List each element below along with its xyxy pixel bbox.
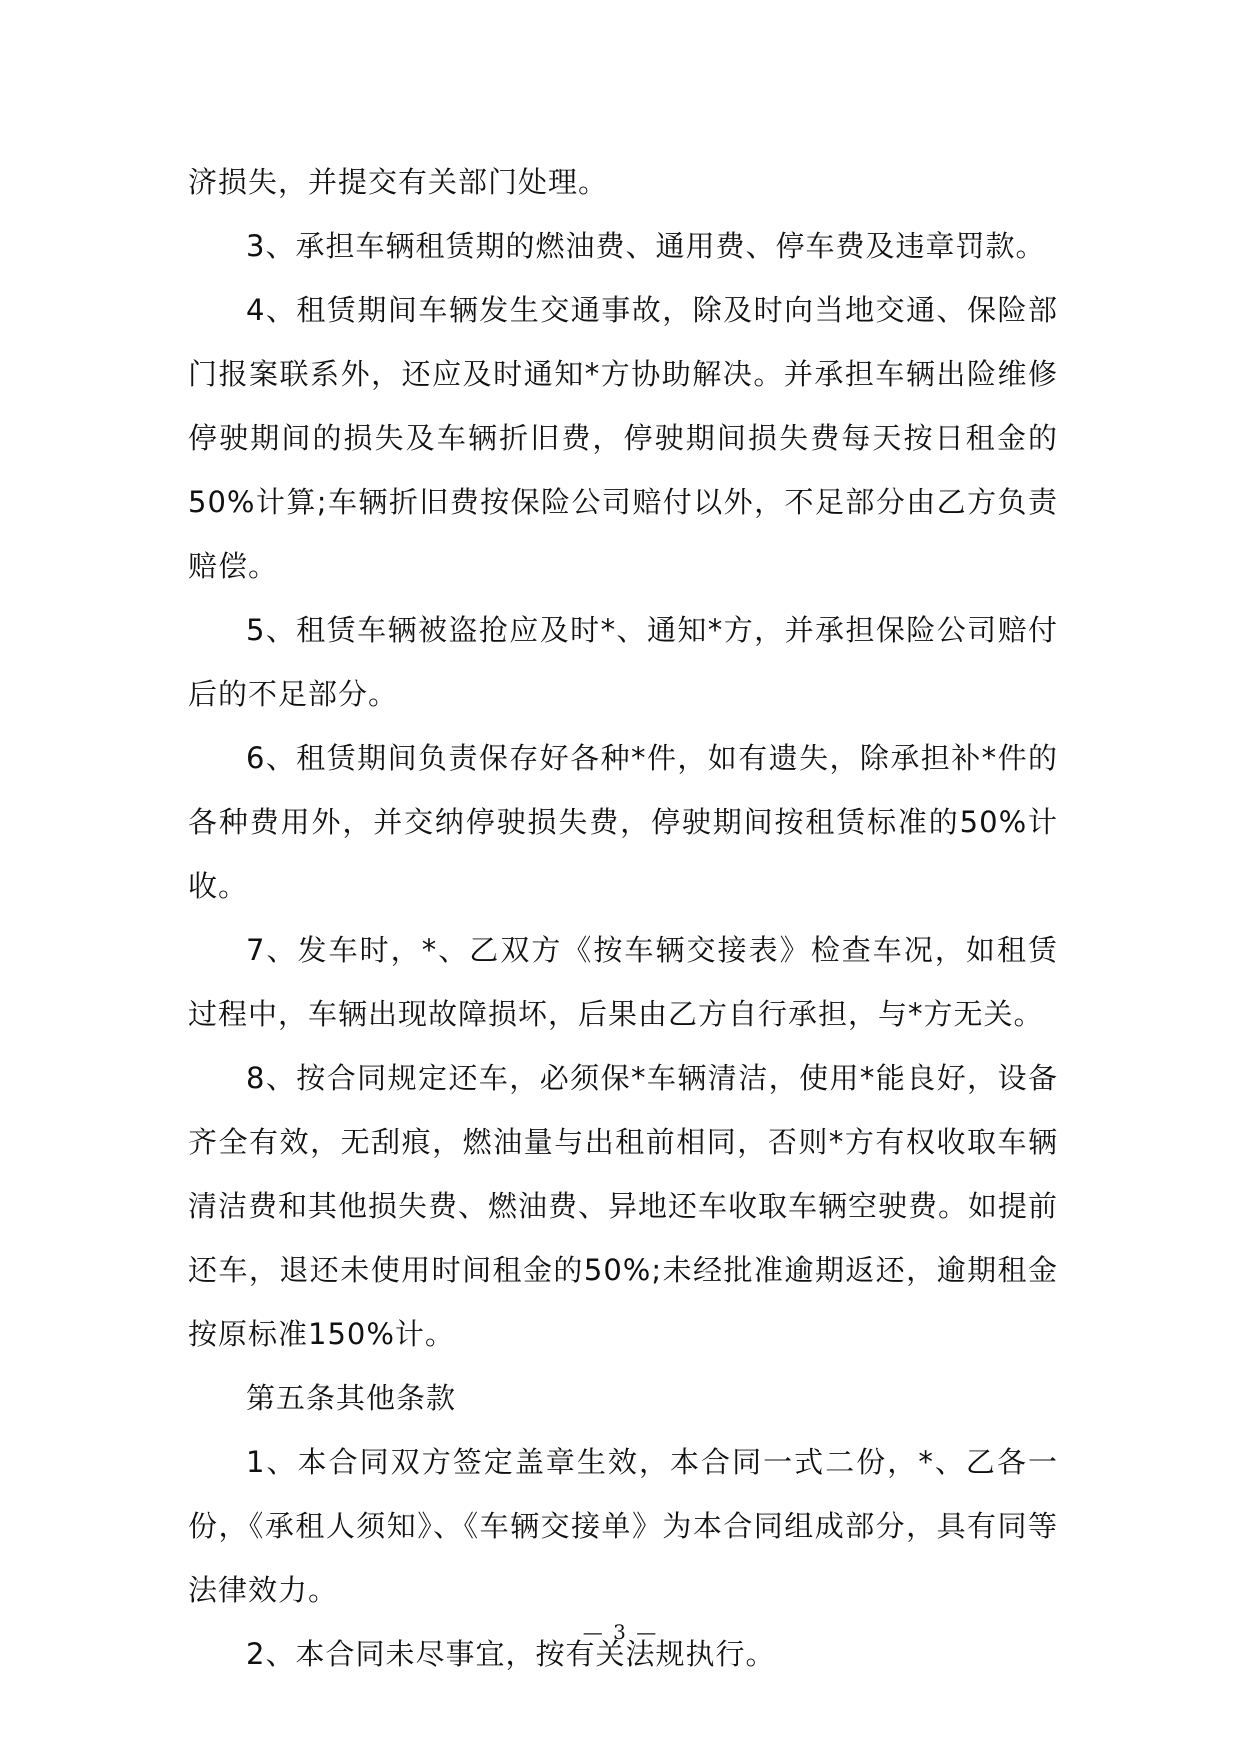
- document-body: [188, 150, 1058, 1686]
- paragraph-item-4: 4、租赁期间车辆发生交通事故，除及时向当地交通、保险部门报案联系外，还应及时通知*方协助解决。并承担车辆出险维修停驶期间的损失及车辆折旧费，停驶期间损失费每天按日租金的50%计算;车辆折旧费按保险公司赔付以外，不足部分由乙方负责赔偿。: [188, 293, 1058, 583]
- page-number: — 3 —: [582, 1620, 659, 1644]
- paragraph-clause-2: 2、本合同未尽事宜，按有关法规执行。: [246, 1637, 776, 1671]
- paragraph-item-3: 3、承担车辆租赁期的燃油费、通用费、停车费及违章罚款。: [246, 229, 1046, 263]
- paragraph-item-6: 6、租赁期间负责保存好各种*件，如有遗失，除承担补*件的各种费用外，并交纳停驶损失费，停驶期间按租赁标准的50%计收。: [188, 741, 1058, 903]
- paragraph-clause-1: 1、本合同双方签定盖章生效，本合同一式二份，*、乙各一份，《承租人须知》、《车辆交接单》为本合同组成部分，具有同等法律效力。: [188, 1445, 1058, 1607]
- paragraph-item-7: 7、发车时，*、乙双方《按车辆交接表》检查车况，如租赁过程中，车辆出现故障损坏，后果由乙方自行承担，与*方无关。: [188, 933, 1058, 1031]
- section-heading-article-5: 第五条其他条款: [246, 1381, 457, 1415]
- paragraph-continuation: 济损失，并提交有关部门处理。: [188, 165, 609, 199]
- paragraph-item-5: 5、租赁车辆被盗抢应及时*、通知*方，并承担保险公司赔付后的不足部分。: [188, 613, 1058, 711]
- paragraph-item-8: 8、按合同规定还车，必须保*车辆清洁，使用*能良好，设备齐全有效，无刮痕，燃油量与出租前相同，否则*方有权收取车辆清洁费和其他损失费、燃油费、异地还车收取车辆空驶费。如提前还车，退还未使用时间租金的50%;未经批准逾期返还，逾期租金按原标准150%计。: [188, 1061, 1059, 1351]
